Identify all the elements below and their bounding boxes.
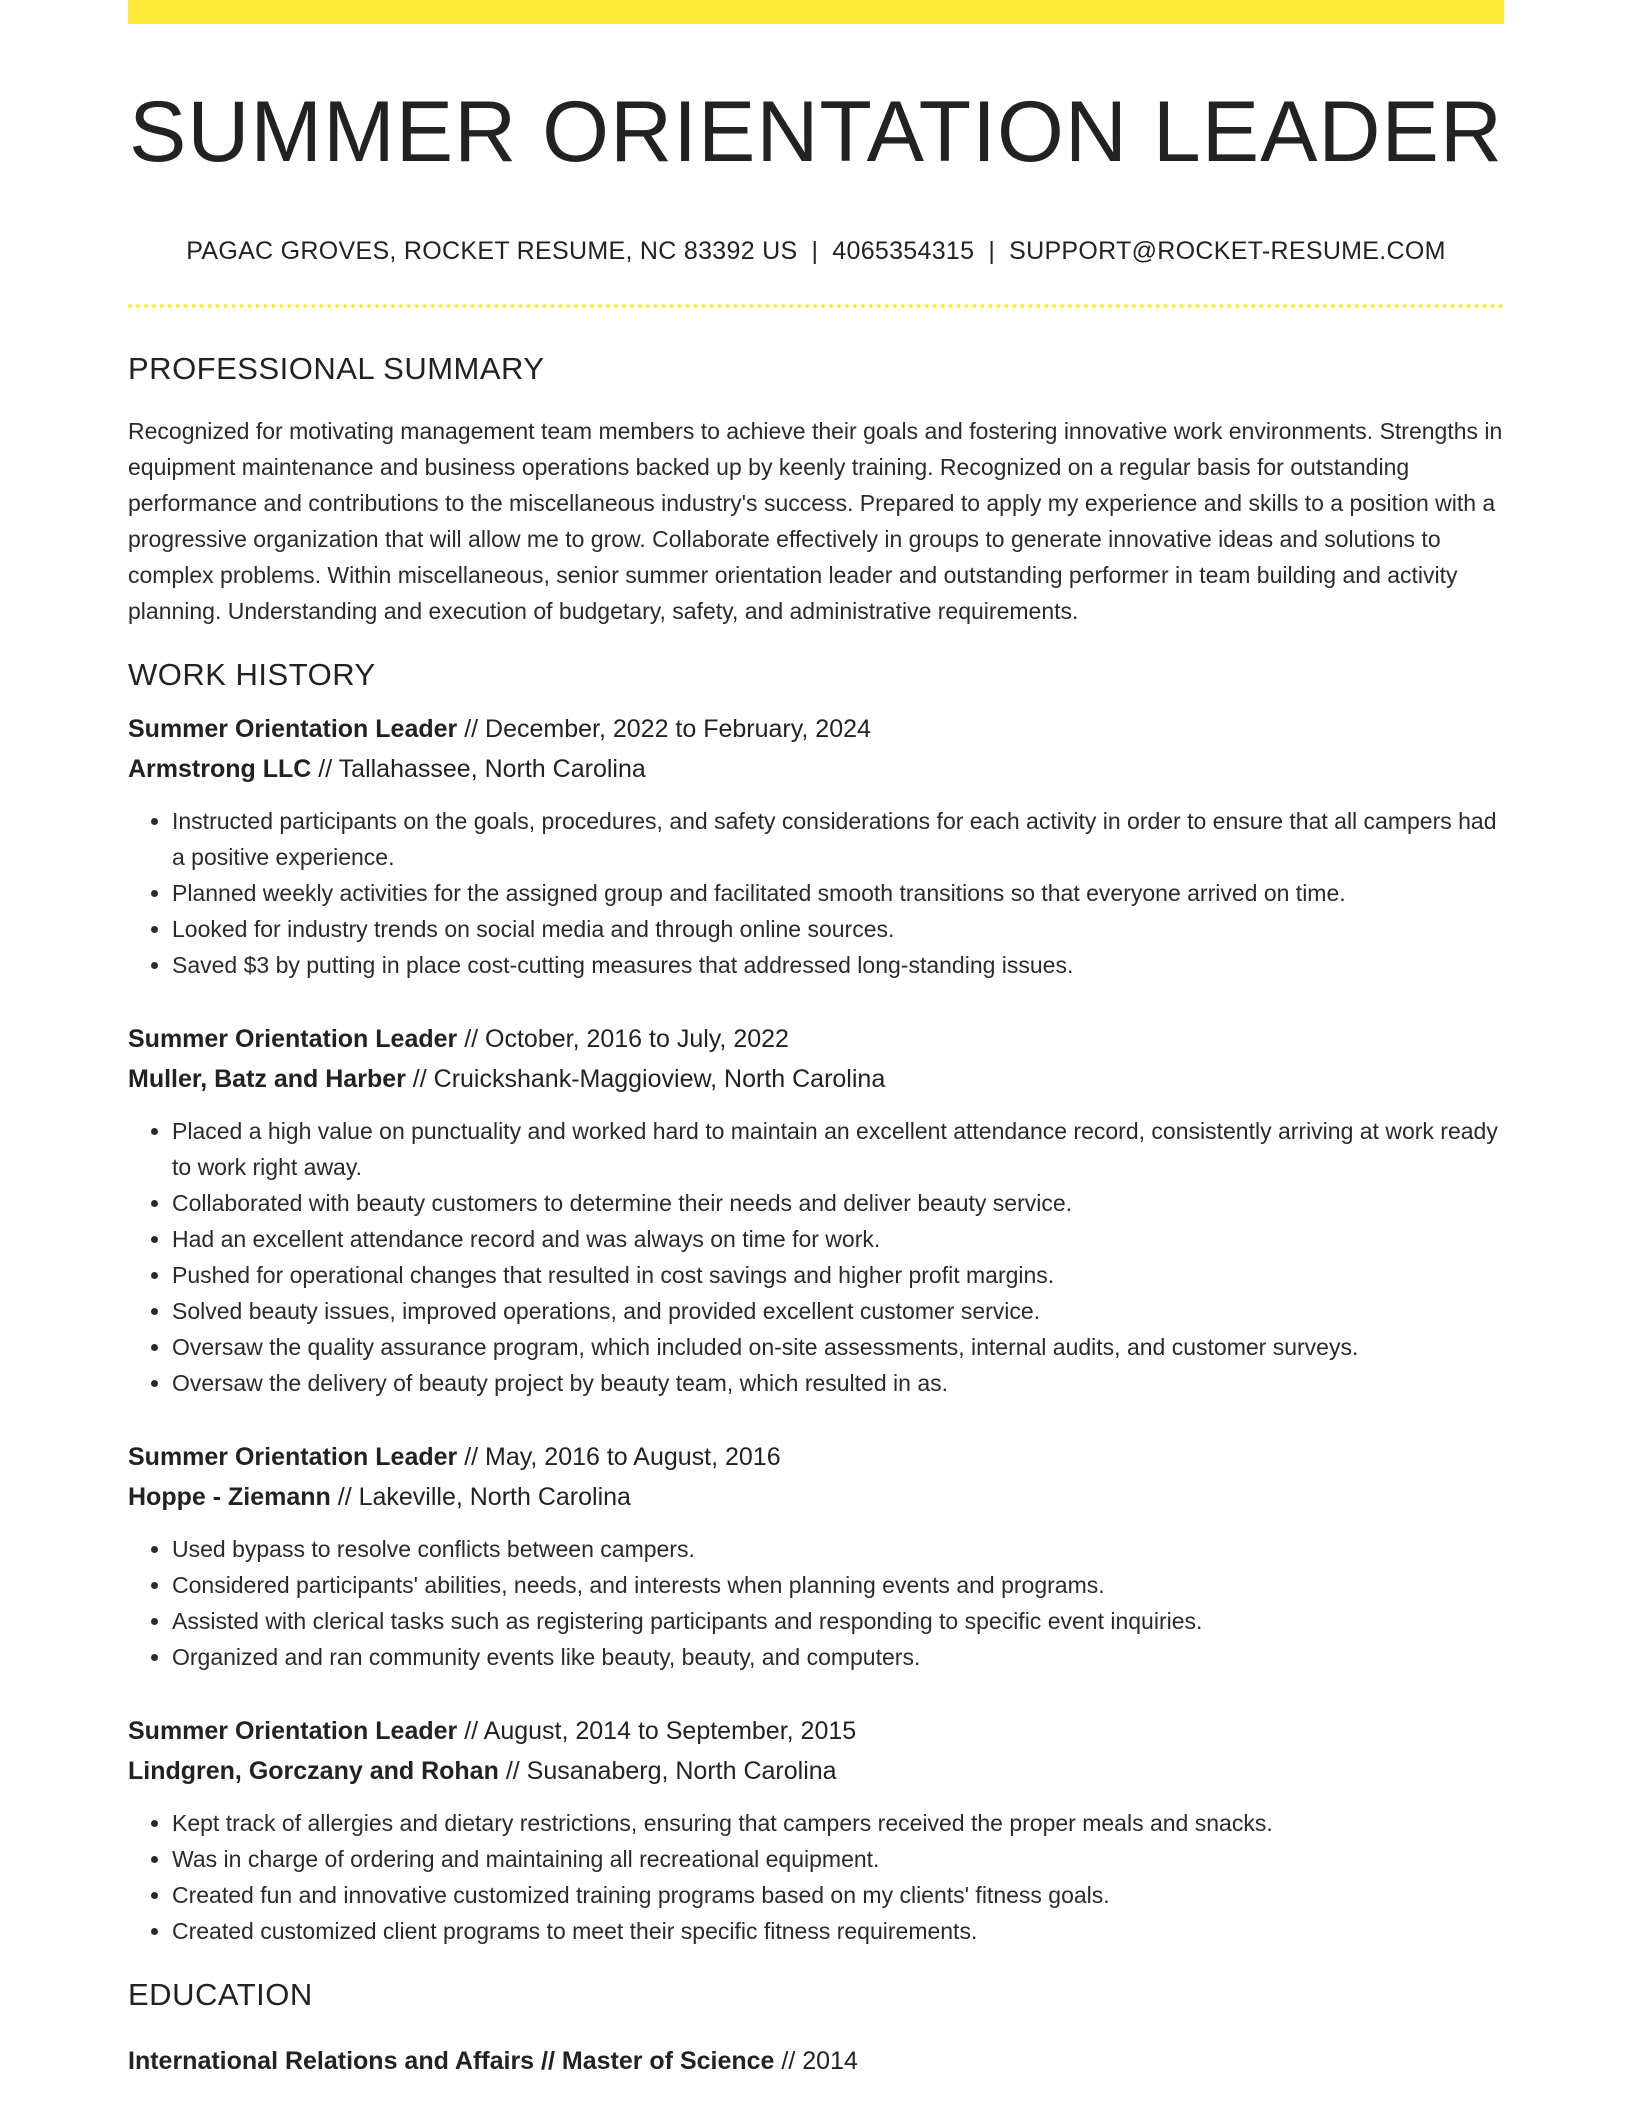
dotted-divider <box>128 304 1504 308</box>
job-company-line <box>128 749 1504 789</box>
education-year: // 2014 <box>774 2046 858 2075</box>
job-dates: // October, 2016 to July, 2022 <box>457 1024 789 1053</box>
summary-text: Recognized for motivating management team members to achieve their goals and fostering innovative work environments. Strengths in equipment maintenance and business operations backed up by keenly training. Recognized on a regular basis for outstanding performance and contributions to the miscellaneous industry's success. Prepared to apply my experience and skills to a position with a progressive organization that will allow me to grow. Collaborate effectively in groups to generate innovative ideas and solutions to complex problems. Within miscellaneous, senior summer orientation leader and outstanding performer in team building and activity planning. Understanding and execution of budgetary, safety, and administrative requirements. <box>128 417 1503 624</box>
job-bullet: • Was in charge of ordering and maintaining all recreational equipment. <box>172 1841 1504 1877</box>
section-title-summary: PROFESSIONAL SUMMARY <box>128 350 545 386</box>
education-entry <box>128 2041 1504 2081</box>
job-role: Summer Orientation Leader <box>128 1716 458 1745</box>
job-dates: // August, 2014 to September, 2015 <box>457 1716 857 1745</box>
job-bullet: • Oversaw the delivery of beauty project by beauty team, which resulted in as. <box>172 1365 1504 1401</box>
job-bullet: • Organized and ran community events like beauty, beauty, and computers. <box>172 1639 1504 1675</box>
contact-line <box>128 237 1504 266</box>
resume-name: SUMMER ORIENTATION LEADER <box>128 84 1504 180</box>
job-dates: // May, 2016 to August, 2016 <box>457 1442 781 1471</box>
job-role: Summer Orientation Leader <box>128 1024 458 1053</box>
education-line <box>128 2041 1504 2081</box>
job-bullet: • Solved beauty issues, improved operations, and provided excellent customer service. <box>172 1293 1504 1329</box>
job-entry <box>128 709 1504 983</box>
job-bullets <box>128 1531 1504 1675</box>
job-role: Summer Orientation Leader <box>128 714 458 743</box>
job-bullet: • Instructed participants on the goals, procedures, and safety considerations for each activity in order to ensure that all campers had a positive experience. <box>172 803 1504 875</box>
contact-address: PAGAC GROVES, ROCKET RESUME, NC 83392 US <box>186 236 798 265</box>
job-bullet: • Had an excellent attendance record and was always on time for work. <box>172 1221 1504 1257</box>
job-company-line <box>128 1477 1504 1517</box>
job-bullet: • Placed a high value on punctuality and worked hard to maintain an excellent attendance record, consistently arriving at work ready to work right away. <box>172 1113 1504 1185</box>
job-title-line <box>128 1711 1504 1751</box>
job-entry <box>128 1019 1504 1401</box>
contact-separator: | <box>988 236 996 265</box>
section-title-work-history: WORK HISTORY <box>128 656 376 692</box>
job-bullets <box>128 803 1504 983</box>
job-company: Armstrong LLC <box>128 754 312 783</box>
job-location: // Tallahassee, North Carolina <box>311 754 646 783</box>
job-company: Lindgren, Gorczany and Rohan <box>128 1756 499 1785</box>
section-title-education: EDUCATION <box>128 1976 313 2012</box>
job-company: Hoppe - Ziemann <box>128 1482 331 1511</box>
job-bullet: • Looked for industry trends on social media and through online sources. <box>172 911 1504 947</box>
job-location: // Lakeville, North Carolina <box>330 1482 631 1511</box>
job-company-line <box>128 1059 1504 1099</box>
job-bullet: • Planned weekly activities for the assigned group and facilitated smooth transitions so that everyone arrived on time. <box>172 875 1504 911</box>
job-location: // Susanaberg, North Carolina <box>498 1756 837 1785</box>
job-company-line <box>128 1751 1504 1791</box>
contact-email: SUPPORT@ROCKET-RESUME.COM <box>1009 236 1446 265</box>
job-role: Summer Orientation Leader <box>128 1442 458 1471</box>
job-title-line <box>128 1437 1504 1477</box>
job-dates: // December, 2022 to February, 2024 <box>457 714 871 743</box>
job-bullet: • Used bypass to resolve conflicts between campers. <box>172 1531 1504 1567</box>
accent-top-bar <box>128 0 1504 24</box>
job-bullet: • Kept track of allergies and dietary restrictions, ensuring that campers received the proper meals and snacks. <box>172 1805 1504 1841</box>
job-title-line <box>128 709 1504 749</box>
job-bullets <box>128 1113 1504 1401</box>
job-entry <box>128 1711 1504 1949</box>
resume-page <box>128 0 1504 2081</box>
job-company: Muller, Batz and Harber <box>128 1064 406 1093</box>
job-title-line <box>128 1019 1504 1059</box>
contact-separator: | <box>811 236 819 265</box>
work-history-list <box>128 709 1504 1949</box>
job-location: // Cruickshank-Maggioview, North Carolina <box>405 1064 886 1093</box>
job-bullet: • Considered participants' abilities, needs, and interests when planning events and programs. <box>172 1567 1504 1603</box>
contact-phone: 4065354315 <box>832 236 975 265</box>
education-degree: International Relations and Affairs // Master of Science <box>128 2046 775 2075</box>
job-bullet: • Oversaw the quality assurance program, which included on-site assessments, internal audits, and customer surveys. <box>172 1329 1504 1365</box>
job-bullet: • Assisted with clerical tasks such as registering participants and responding to specific event inquiries. <box>172 1603 1504 1639</box>
job-entry <box>128 1437 1504 1675</box>
job-bullet: • Pushed for operational changes that resulted in cost savings and higher profit margins. <box>172 1257 1504 1293</box>
job-bullet: • Collaborated with beauty customers to determine their needs and deliver beauty service. <box>172 1185 1504 1221</box>
job-bullet: • Created fun and innovative customized training programs based on my clients' fitness goals. <box>172 1877 1504 1913</box>
job-bullets <box>128 1805 1504 1949</box>
job-bullet: • Created customized client programs to meet their specific fitness requirements. <box>172 1913 1504 1949</box>
job-bullet: • Saved $3 by putting in place cost-cutting measures that addressed long-standing issues. <box>172 947 1504 983</box>
